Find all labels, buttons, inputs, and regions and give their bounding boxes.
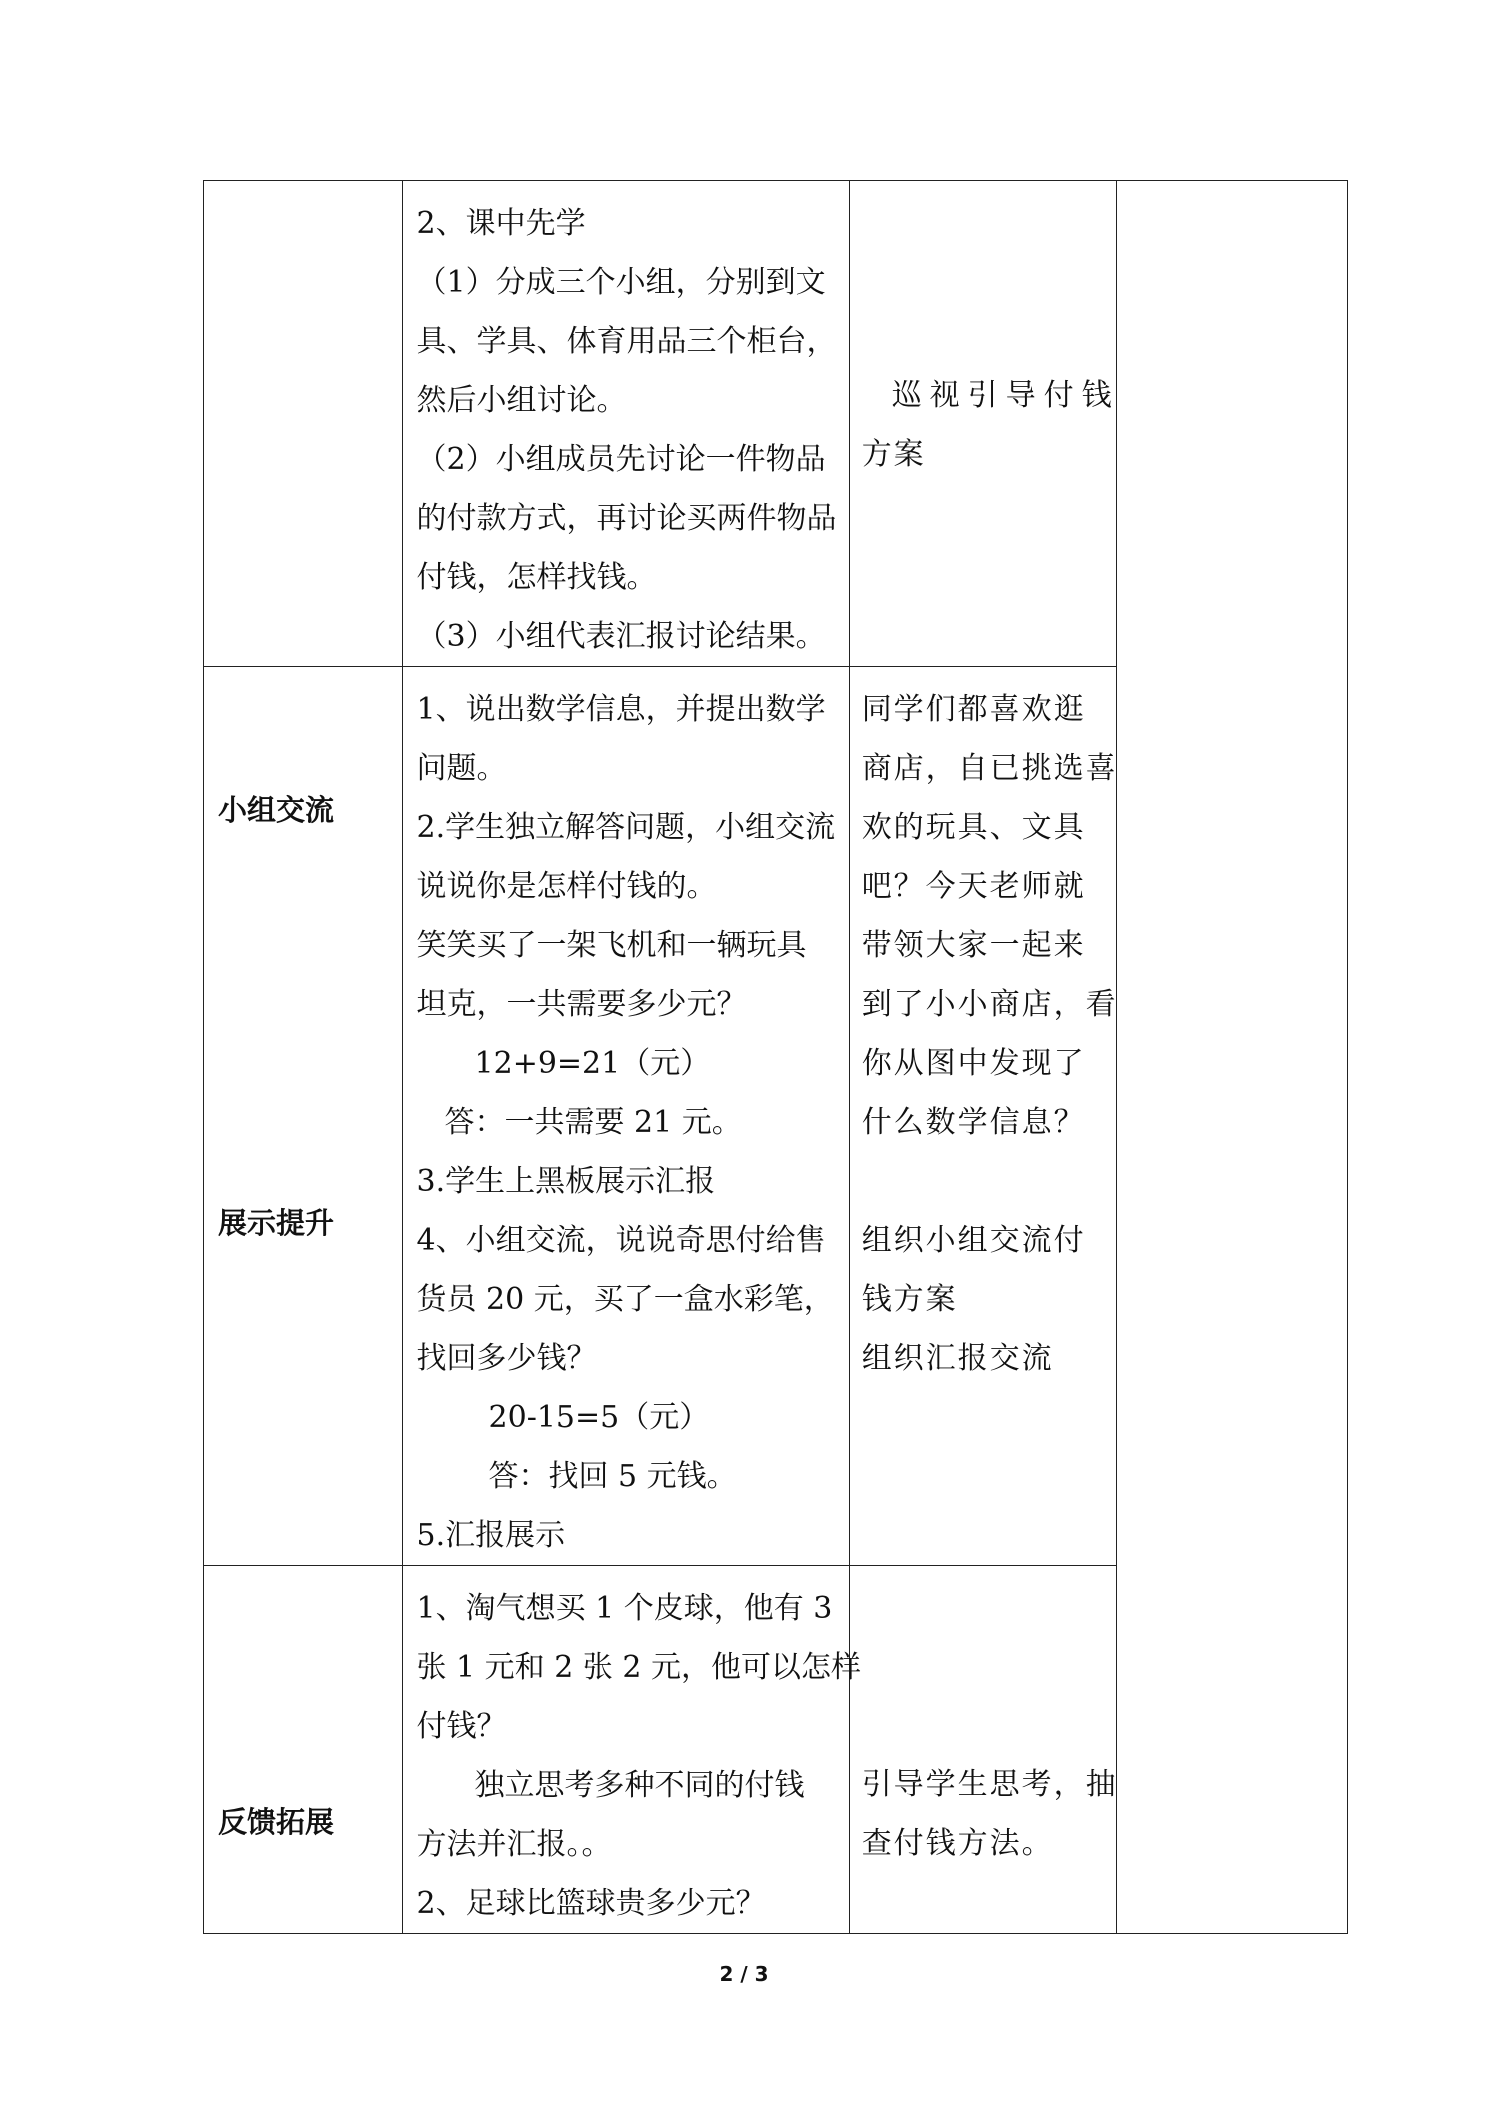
content-line: 3.学生上黑板展示汇报 — [416, 1164, 716, 1199]
stage-cell — [204, 1566, 403, 1934]
teacher-cell — [849, 1566, 1117, 1934]
teacher-line: 同学们都喜欢逛 — [861, 692, 1086, 727]
teacher-line: 组织汇报交流 — [861, 1341, 1054, 1376]
content-line: （3）小组代表汇报讨论结果。 — [416, 619, 826, 654]
content-line: （1）分成三个小组，分别到文 — [416, 265, 826, 300]
teacher-line: 组织小组交流付 — [861, 1223, 1086, 1258]
content-line: 4、小组交流，说说奇思付给售 — [416, 1223, 826, 1258]
content-line: 货员 20 元，买了一盒水彩笔， — [416, 1282, 834, 1317]
teacher-line: 引导学生思考，抽 — [861, 1767, 1118, 1802]
teacher-line: 什么数学信息？ — [861, 1105, 1086, 1140]
content-line: 2、足球比篮球贵多少元？ — [416, 1886, 766, 1921]
teacher-line: 带领大家一起来 — [861, 928, 1086, 963]
content-line: 5.汇报展示 — [416, 1518, 566, 1553]
content-line: 张 1 元和 2 张 2 元，他可以怎样 — [416, 1650, 861, 1685]
stage-label-show-improve: 展示提升 — [218, 1206, 335, 1240]
content-line: 付钱，怎样找钱。 — [416, 560, 657, 595]
notes-cell — [1117, 181, 1348, 1934]
stage-label-group-exchange: 小组交流 — [218, 793, 335, 827]
content-line: 付钱？ — [416, 1709, 507, 1744]
content-line: 说说你是怎样付钱的。 — [416, 869, 717, 904]
content-cell — [402, 1566, 861, 1934]
table-row — [204, 181, 1348, 667]
answer-line: 答：找回 5 元钱。 — [488, 1459, 737, 1494]
table — [203, 180, 1348, 1934]
content-line: 然后小组讨论。 — [416, 383, 627, 418]
stage-label-feedback-extend: 反馈拓展 — [218, 1805, 335, 1839]
teacher-line: 你从图中发现了 — [861, 1046, 1086, 1081]
content-line: 的付款方式，再讨论买两件物品 — [416, 501, 837, 536]
content-line: 问题。 — [416, 751, 507, 786]
content-cell — [402, 667, 849, 1566]
stage-cell — [204, 667, 403, 1566]
equation-line: 12+9=21（元） — [474, 1046, 711, 1081]
content-line: 笑笑买了一架飞机和一辆玩具 — [416, 928, 807, 963]
teacher-line: 方案 — [861, 437, 926, 472]
teacher-line: 钱方案 — [861, 1282, 958, 1317]
teacher-line: 巡视引导付钱 — [891, 378, 1120, 413]
teacher-line: 商店，自已挑选喜 — [861, 751, 1118, 786]
teacher-line: 吧？今天老师就 — [861, 869, 1086, 904]
stage-cell — [204, 181, 403, 667]
content-line: 坦克，一共需要多少元？ — [416, 987, 747, 1022]
teacher-cell — [849, 181, 1120, 667]
content-line: 1、说出数学信息，并提出数学 — [416, 692, 826, 727]
teacher-line: 欢的玩具、文具 — [861, 810, 1086, 845]
answer-line: 答：一共需要 21 元。 — [444, 1105, 742, 1140]
equation-line: 20-15=5（元） — [488, 1400, 710, 1435]
teacher-cell — [849, 667, 1117, 1566]
content-line: （2）小组成员先讨论一件物品 — [416, 442, 826, 477]
teacher-line: 到了小小商店，看 — [861, 987, 1118, 1022]
teacher-line — [862, 1152, 1117, 1211]
page-number: 2 / 3 — [719, 1962, 769, 1986]
content-line: 找回多少钱？ — [416, 1341, 597, 1376]
content-line: 1、淘气想买 1 个皮球，他有 3 — [416, 1591, 833, 1626]
content-cell — [402, 181, 849, 667]
content-line: 独立思考多种不同的付钱 — [474, 1768, 805, 1803]
content-line: 具、学具、体育用品三个柜台， — [416, 324, 837, 359]
content-line: 2.学生独立解答问题，小组交流 — [416, 810, 836, 845]
content-line: 方法并汇报。。 — [416, 1827, 612, 1862]
lesson-plan-table — [203, 180, 1348, 1921]
content-line: 2、课中先学 — [416, 206, 586, 241]
teacher-line: 查付钱方法。 — [861, 1826, 1054, 1861]
